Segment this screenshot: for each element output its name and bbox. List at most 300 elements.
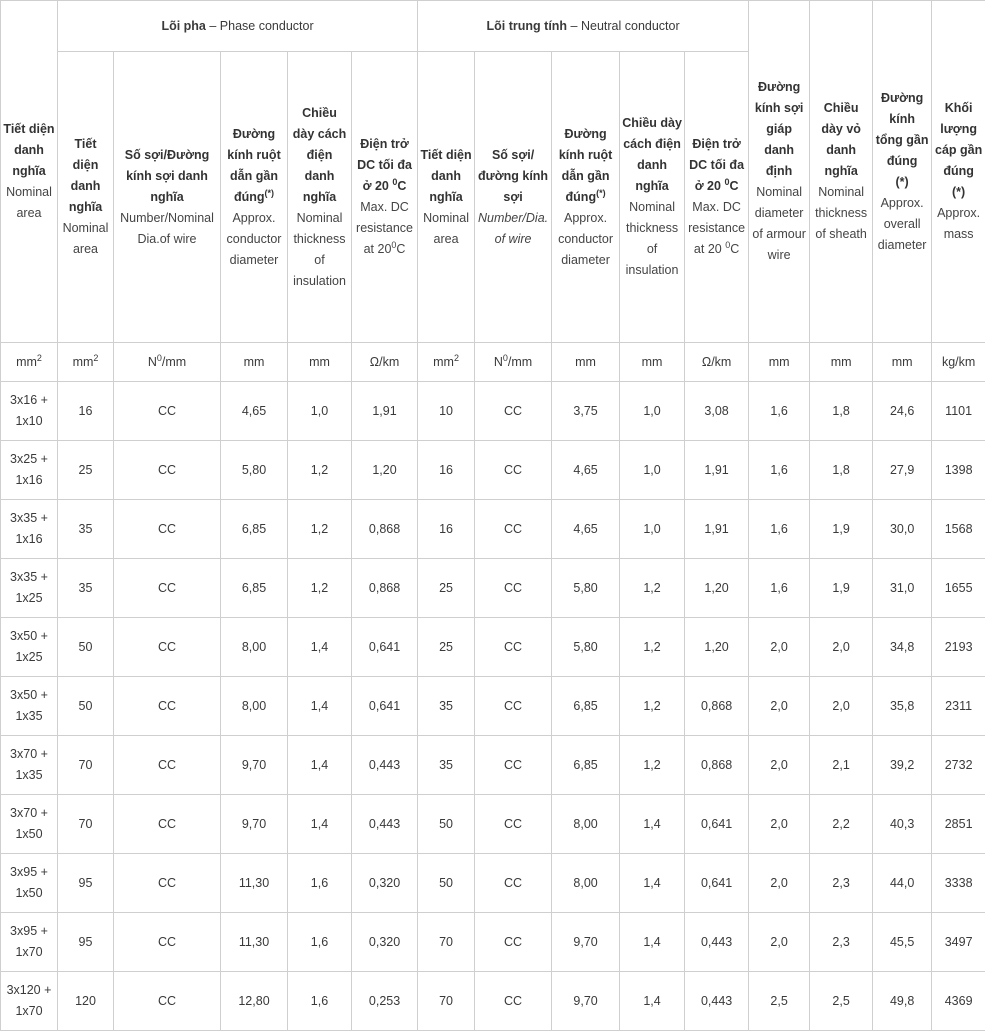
table-cell: 2193 — [932, 618, 985, 677]
table-row — [1, 677, 985, 736]
cable-size-phase: 3x95 + — [3, 862, 55, 883]
cable-size-cell — [1, 500, 58, 559]
table-cell: CC — [475, 972, 552, 1031]
header-en: Number/Nominal Dia.of wire — [116, 208, 218, 250]
header-en: Nominal area — [3, 182, 55, 224]
table-cell: CC — [114, 736, 221, 795]
table-cell: 30,0 — [873, 500, 932, 559]
header-en: Nominal thickness of insulation — [622, 197, 682, 281]
header-vi-text: Điện trở DC tối đa ở 20 — [689, 137, 744, 193]
table-row — [1, 618, 985, 677]
cable-size-neutral: 1x25 — [3, 588, 55, 609]
header-en — [354, 197, 415, 260]
header-mark: (*) — [934, 182, 983, 203]
cable-size-neutral: 1x16 — [3, 470, 55, 491]
header-mark: (*) — [875, 172, 929, 193]
table-cell: 4369 — [932, 972, 985, 1031]
header-vi: Chiều dày cách điện danh nghĩa — [290, 103, 349, 208]
neutral-insulation-header — [620, 52, 685, 343]
table-cell: 2,0 — [749, 736, 810, 795]
table-cell: 6,85 — [221, 500, 288, 559]
phase-resistance-header — [352, 52, 418, 343]
table-cell: 0,641 — [352, 677, 418, 736]
table-cell: 5,80 — [552, 559, 620, 618]
header-en-text: Max. DC resistance at 20 — [356, 200, 413, 256]
unit-text: mm — [16, 355, 37, 369]
table-cell: 9,70 — [552, 913, 620, 972]
col-armour-header — [749, 1, 810, 343]
table-cell: 35 — [58, 500, 114, 559]
unit-cell — [620, 343, 685, 382]
table-cell: 1,9 — [810, 559, 873, 618]
table-cell: 1,4 — [620, 972, 685, 1031]
table-cell: 1,2 — [620, 736, 685, 795]
header-sup: 0 — [725, 240, 730, 250]
table-cell: 50 — [58, 677, 114, 736]
unit-sup: 0 — [157, 353, 162, 363]
cable-size-phase: 3x25 + — [3, 449, 55, 470]
table-cell: CC — [475, 854, 552, 913]
table-cell: 1655 — [932, 559, 985, 618]
header-row-groups — [1, 1, 985, 52]
table-cell: 6,85 — [552, 736, 620, 795]
group-vi: Lõi trung tính — [487, 19, 568, 33]
table-cell: 0,253 — [352, 972, 418, 1031]
table-cell: 9,70 — [552, 972, 620, 1031]
unit-cell — [873, 343, 932, 382]
table-cell: 1,6 — [749, 382, 810, 441]
header-en: Nominal thickness of insulation — [290, 208, 349, 292]
cable-size-neutral: 1x10 — [3, 411, 55, 432]
table-cell: 0,641 — [352, 618, 418, 677]
table-cell: 2,0 — [749, 795, 810, 854]
cable-size-cell — [1, 382, 58, 441]
table-cell: 70 — [58, 736, 114, 795]
table-cell: 2,1 — [810, 736, 873, 795]
cable-size-phase: 3x35 + — [3, 508, 55, 529]
cable-size-neutral: 1x70 — [3, 1001, 55, 1022]
table-cell: 2311 — [932, 677, 985, 736]
table-cell: 1,4 — [620, 913, 685, 972]
table-cell: 6,85 — [552, 677, 620, 736]
header-vi-text: Điện trở DC tối đa ở 20 — [357, 137, 412, 193]
table-cell: 70 — [418, 913, 475, 972]
table-cell: 0,443 — [685, 972, 749, 1031]
table-cell: 25 — [418, 559, 475, 618]
header-en: Nominal diameter of armour wire — [751, 182, 807, 266]
header-vi: Khối lượng cáp gần đúng — [934, 98, 983, 182]
header-vi: Tiết diện danh nghĩa — [60, 134, 111, 218]
cable-size-phase: 3x50 + — [3, 685, 55, 706]
table-cell: 2,0 — [749, 913, 810, 972]
neutral-wire-header — [475, 52, 552, 343]
cable-size-cell — [1, 677, 58, 736]
table-cell: 39,2 — [873, 736, 932, 795]
table-cell: 1,8 — [810, 441, 873, 500]
unit-cell — [475, 343, 552, 382]
header-vi: Số sợi/ đường kính sợi — [477, 145, 549, 208]
unit-text: mm — [892, 355, 913, 369]
table-cell: 2,0 — [749, 854, 810, 913]
table-cell: 4,65 — [552, 500, 620, 559]
table-cell: 1,91 — [352, 382, 418, 441]
cable-size-neutral: 1x16 — [3, 529, 55, 550]
table-cell: CC — [114, 382, 221, 441]
cable-size-cell — [1, 913, 58, 972]
header-vi — [687, 134, 746, 197]
table-cell: 35,8 — [873, 677, 932, 736]
table-cell: CC — [475, 382, 552, 441]
unit-cell — [288, 343, 352, 382]
neutral-conductor-diameter-header — [552, 52, 620, 343]
table-cell: 1,2 — [620, 618, 685, 677]
cable-size-cell — [1, 441, 58, 500]
cable-size-phase: 3x70 + — [3, 803, 55, 824]
table-cell: 3338 — [932, 854, 985, 913]
table-cell: 2,0 — [810, 618, 873, 677]
table-cell: 3,75 — [552, 382, 620, 441]
unit-text: mm — [769, 355, 790, 369]
unit-text: mm — [831, 355, 852, 369]
table-cell: 0,868 — [352, 500, 418, 559]
header-vi — [223, 124, 285, 208]
unit-cell — [810, 343, 873, 382]
table-cell: 35 — [58, 559, 114, 618]
table-cell: 95 — [58, 854, 114, 913]
unit-cell — [749, 343, 810, 382]
header-vi-unit: C — [729, 179, 738, 193]
header-en: Nominal area — [420, 208, 472, 250]
table-cell: CC — [475, 618, 552, 677]
neutral-conductor-group-header: Lõi trung tính – Neutral conductor — [418, 1, 749, 52]
cable-size-phase: 3x70 + — [3, 744, 55, 765]
unit-text: mm — [642, 355, 663, 369]
cable-size-cell — [1, 618, 58, 677]
table-cell: 50 — [418, 854, 475, 913]
col-mass-header — [932, 1, 985, 343]
table-cell: 1,91 — [685, 441, 749, 500]
table-cell: 45,5 — [873, 913, 932, 972]
table-cell: 1,91 — [685, 500, 749, 559]
cable-size-phase: 3x120 + — [3, 980, 55, 1001]
table-cell: 1,6 — [288, 854, 352, 913]
table-cell: 1,2 — [288, 500, 352, 559]
unit-text: mm — [433, 355, 454, 369]
table-cell: 11,30 — [221, 854, 288, 913]
table-cell: 40,3 — [873, 795, 932, 854]
table-cell: CC — [114, 795, 221, 854]
table-cell: 2,2 — [810, 795, 873, 854]
table-cell: 2732 — [932, 736, 985, 795]
table-cell: 1101 — [932, 382, 985, 441]
unit-cell — [352, 343, 418, 382]
cable-size-cell — [1, 559, 58, 618]
table-cell: CC — [475, 736, 552, 795]
unit-sup: 2 — [93, 353, 98, 363]
table-cell: 0,641 — [685, 795, 749, 854]
table-cell: CC — [114, 618, 221, 677]
col-overall-diameter-header — [873, 1, 932, 343]
table-cell: 4,65 — [221, 382, 288, 441]
table-cell: 1,6 — [288, 972, 352, 1031]
table-cell: 70 — [418, 972, 475, 1031]
unit-text: mm — [575, 355, 596, 369]
table-cell: 50 — [418, 795, 475, 854]
table-cell: 1,4 — [288, 677, 352, 736]
table-cell: 1,0 — [620, 441, 685, 500]
unit-sup: 2 — [454, 353, 459, 363]
cable-size-phase: 3x50 + — [3, 626, 55, 647]
header-vi: Đường kính sợi giáp danh định — [751, 77, 807, 182]
header-vi-text: Đường kính ruột dẫn gần đúng — [227, 127, 280, 204]
table-cell: 1,2 — [620, 677, 685, 736]
table-row — [1, 795, 985, 854]
phase-insulation-header — [288, 52, 352, 343]
cable-size-neutral: 1x35 — [3, 706, 55, 727]
table-cell: 3497 — [932, 913, 985, 972]
table-cell: 1,4 — [288, 736, 352, 795]
table-cell: 16 — [418, 500, 475, 559]
cable-size-neutral: 1x50 — [3, 883, 55, 904]
unit-text: mm — [244, 355, 265, 369]
table-cell: CC — [114, 854, 221, 913]
header-vi — [354, 134, 415, 197]
header-vi: Đường kính tổng gần đúng — [875, 88, 929, 172]
cable-size-cell — [1, 795, 58, 854]
neutral-resistance-header — [685, 52, 749, 343]
phase-wire-header — [114, 52, 221, 343]
unit-cell — [58, 343, 114, 382]
unit-text: N — [494, 355, 503, 369]
table-row — [1, 382, 985, 441]
unit-cell — [221, 343, 288, 382]
header-vi: Chiều dày cách điện danh nghĩa — [622, 113, 682, 197]
table-cell: 2,0 — [810, 677, 873, 736]
header-vi: Chiều dày vỏ danh nghĩa — [812, 98, 870, 182]
table-cell: 1,4 — [288, 795, 352, 854]
group-en: Phase conductor — [220, 19, 314, 33]
phase-conductor-diameter-header — [221, 52, 288, 343]
table-cell: 24,6 — [873, 382, 932, 441]
table-cell: 11,30 — [221, 913, 288, 972]
table-cell: 0,868 — [685, 736, 749, 795]
table-cell: 1398 — [932, 441, 985, 500]
table-cell: CC — [114, 559, 221, 618]
table-cell: 8,00 — [552, 854, 620, 913]
unit-cell — [552, 343, 620, 382]
table-cell: 8,00 — [552, 795, 620, 854]
header-mark: (*) — [596, 187, 606, 197]
table-cell: 2,5 — [810, 972, 873, 1031]
header-en: Number/Dia. of wire — [477, 208, 549, 250]
table-cell: 1,0 — [288, 382, 352, 441]
table-cell: 5,80 — [221, 441, 288, 500]
table-cell: 50 — [58, 618, 114, 677]
header-en — [687, 197, 746, 260]
units-row — [1, 343, 985, 382]
table-row — [1, 854, 985, 913]
table-cell: 6,85 — [221, 559, 288, 618]
table-cell: 35 — [418, 677, 475, 736]
cable-size-cell — [1, 972, 58, 1031]
table-cell: 35 — [418, 736, 475, 795]
header-en-unit: C — [730, 242, 739, 256]
cable-size-neutral: 1x25 — [3, 647, 55, 668]
table-row — [1, 500, 985, 559]
unit-text: mm — [73, 355, 94, 369]
table-cell: 1,8 — [810, 382, 873, 441]
table-cell: 27,9 — [873, 441, 932, 500]
table-cell: CC — [114, 972, 221, 1031]
table-cell: 1,4 — [288, 618, 352, 677]
table-cell: CC — [114, 913, 221, 972]
table-cell: 4,65 — [552, 441, 620, 500]
table-cell: 1,20 — [352, 441, 418, 500]
table-body — [1, 343, 985, 1031]
header-en: Approx. conductor diameter — [223, 208, 285, 271]
table-cell: 12,80 — [221, 972, 288, 1031]
table-cell: 1,2 — [620, 559, 685, 618]
table-cell: 1,6 — [749, 559, 810, 618]
table-cell: 25 — [58, 441, 114, 500]
table-cell: 44,0 — [873, 854, 932, 913]
table-cell: 31,0 — [873, 559, 932, 618]
unit-cell — [1, 343, 58, 382]
table-cell: 0,443 — [352, 795, 418, 854]
table-cell: CC — [475, 500, 552, 559]
table-cell: 5,80 — [552, 618, 620, 677]
table-cell: 8,00 — [221, 677, 288, 736]
table-cell: 16 — [418, 441, 475, 500]
table-cell: 34,8 — [873, 618, 932, 677]
table-cell: 8,00 — [221, 618, 288, 677]
table-cell: CC — [475, 795, 552, 854]
table-cell: 25 — [418, 618, 475, 677]
unit-sup: 2 — [37, 353, 42, 363]
cable-size-phase: 3x35 + — [3, 567, 55, 588]
phase-conductor-group-header: Lõi pha – Phase conductor — [58, 1, 418, 52]
header-vi-unit: C — [397, 179, 406, 193]
group-vi: Lõi pha — [161, 19, 205, 33]
header-sup: 0 — [391, 240, 396, 250]
cable-size-neutral: 1x70 — [3, 942, 55, 963]
unit-cell — [114, 343, 221, 382]
table-cell: 10 — [418, 382, 475, 441]
header-en: Approx. mass — [934, 203, 983, 245]
cable-size-cell — [1, 736, 58, 795]
table-cell: 1,2 — [288, 441, 352, 500]
table-cell: 1,4 — [620, 795, 685, 854]
table-cell: 0,320 — [352, 854, 418, 913]
table-row — [1, 972, 985, 1031]
table-cell: 2,3 — [810, 854, 873, 913]
table-cell: 1,6 — [288, 913, 352, 972]
table-cell: 1,6 — [749, 500, 810, 559]
header-vi: Số sợi/Đường kính sợi danh nghĩa — [116, 145, 218, 208]
table-cell: CC — [475, 441, 552, 500]
table-cell: 70 — [58, 795, 114, 854]
table-cell: 2851 — [932, 795, 985, 854]
unit-suffix: /mm — [508, 355, 532, 369]
table-cell: 1,2 — [288, 559, 352, 618]
table-cell: 2,0 — [749, 618, 810, 677]
table-cell: 1,0 — [620, 500, 685, 559]
unit-text: mm — [309, 355, 330, 369]
table-cell: 3,08 — [685, 382, 749, 441]
unit-cell — [418, 343, 475, 382]
header-vi — [554, 124, 617, 208]
table-cell: CC — [475, 559, 552, 618]
table-cell: 2,5 — [749, 972, 810, 1031]
table-cell: CC — [475, 677, 552, 736]
table-cell: 2,3 — [810, 913, 873, 972]
unit-cell — [932, 343, 985, 382]
unit-text: Ω/km — [370, 355, 399, 369]
unit-text: kg/km — [942, 355, 975, 369]
col-sheath-header — [810, 1, 873, 343]
unit-text: N — [148, 355, 157, 369]
table-cell: 2,0 — [749, 677, 810, 736]
table-cell: 1,9 — [810, 500, 873, 559]
header-vi-text: Đường kính ruột dẫn gần đúng — [559, 127, 612, 204]
unit-cell — [685, 343, 749, 382]
table-cell: CC — [114, 500, 221, 559]
table-row — [1, 441, 985, 500]
table-cell: 1,6 — [749, 441, 810, 500]
table-row — [1, 559, 985, 618]
cable-size-neutral: 1x35 — [3, 765, 55, 786]
table-cell: 0,443 — [352, 736, 418, 795]
cable-size-cell — [1, 854, 58, 913]
neutral-area-header — [418, 52, 475, 343]
table-cell: 9,70 — [221, 795, 288, 854]
table-cell: CC — [475, 913, 552, 972]
header-sup: 0 — [392, 177, 397, 187]
table-cell: 95 — [58, 913, 114, 972]
table-cell: 0,641 — [685, 854, 749, 913]
header-en-unit: C — [396, 242, 405, 256]
cable-size-phase: 3x95 + — [3, 921, 55, 942]
group-en: Neutral conductor — [581, 19, 680, 33]
col-nominal-area-header — [1, 1, 58, 343]
table-cell: 16 — [58, 382, 114, 441]
header-vi: Tiết diện danh nghĩa — [3, 119, 55, 182]
header-vi: Tiết diện danh nghĩa — [420, 145, 472, 208]
table-cell: 9,70 — [221, 736, 288, 795]
table-cell: 1568 — [932, 500, 985, 559]
table-cell: 1,20 — [685, 618, 749, 677]
header-en-text: Max. DC resistance at 20 — [688, 200, 745, 256]
table-cell: 0,868 — [352, 559, 418, 618]
table-cell: 1,0 — [620, 382, 685, 441]
cable-size-neutral: 1x50 — [3, 824, 55, 845]
table-cell: 0,443 — [685, 913, 749, 972]
header-en: Nominal thickness of sheath — [812, 182, 870, 245]
cable-size-phase: 3x16 + — [3, 390, 55, 411]
table-cell: CC — [114, 441, 221, 500]
table-cell: 0,868 — [685, 677, 749, 736]
header-en: Approx. overall diameter — [875, 193, 929, 256]
table-cell: CC — [114, 677, 221, 736]
header-en: Nominal area — [60, 218, 111, 260]
table-row — [1, 913, 985, 972]
header-sup: 0 — [724, 177, 729, 187]
table-cell: 1,4 — [620, 854, 685, 913]
table-row — [1, 736, 985, 795]
table-cell: 49,8 — [873, 972, 932, 1031]
unit-text: Ω/km — [702, 355, 731, 369]
unit-suffix: /mm — [162, 355, 186, 369]
